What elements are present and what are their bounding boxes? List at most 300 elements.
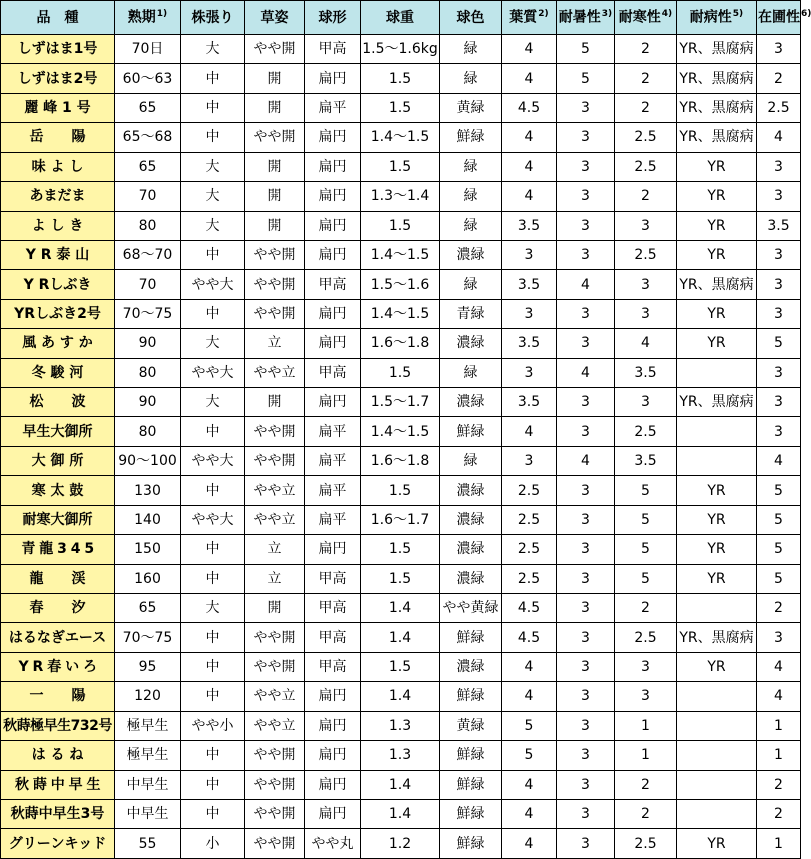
cell-leaf-quality: 4 xyxy=(502,64,557,93)
cell-head-weight: 1.5～1.7 xyxy=(361,388,440,417)
cell-head-shape: 扁円 xyxy=(305,388,361,417)
cell-head-color: 緑 xyxy=(440,446,502,475)
cell-plant-spread: やや小 xyxy=(181,711,245,740)
cell-cold-tolerance: 2.5 xyxy=(615,623,677,652)
column-header-leaf-quality xyxy=(502,1,557,35)
cell-plant-habit: やや開 xyxy=(245,623,305,652)
cell-head-color: 鮮緑 xyxy=(440,741,502,770)
cell-head-color: 緑 xyxy=(440,182,502,211)
cell-head-color: 黄緑 xyxy=(440,93,502,122)
cell-leaf-quality: 4.5 xyxy=(502,623,557,652)
cell-heat-tolerance: 4 xyxy=(557,270,615,299)
table-row xyxy=(1,358,801,387)
cell-disease-resistance xyxy=(677,358,757,387)
cell-leaf-quality: 4 xyxy=(502,182,557,211)
cell-heat-tolerance: 3 xyxy=(557,388,615,417)
table-row xyxy=(1,211,801,240)
cell-leaf-quality: 3 xyxy=(502,446,557,475)
cell-plant-spread: 中 xyxy=(181,682,245,711)
cell-plant-spread: 中 xyxy=(181,799,245,828)
cell-plant-habit: 開 xyxy=(245,182,305,211)
cell-maturity: 70～75 xyxy=(115,299,181,328)
table-row xyxy=(1,182,801,211)
cell-plant-habit: 開 xyxy=(245,64,305,93)
cell-plant-spread: 中 xyxy=(181,93,245,122)
cell-leaf-quality: 4 xyxy=(502,829,557,859)
cell-maturity: 80 xyxy=(115,358,181,387)
cell-field-holding: 1 xyxy=(757,741,801,770)
cell-head-weight: 1.5 xyxy=(361,476,440,505)
cell-leaf-quality: 2.5 xyxy=(502,505,557,534)
cell-field-holding: 5 xyxy=(757,505,801,534)
column-header-head-weight xyxy=(361,1,440,35)
cell-leaf-quality: 2.5 xyxy=(502,476,557,505)
cell-plant-habit: 開 xyxy=(245,388,305,417)
table-row xyxy=(1,446,801,475)
column-header-label: 球重 xyxy=(386,9,414,26)
variety-name-cell: あまだま xyxy=(1,182,115,211)
cell-leaf-quality: 3.5 xyxy=(502,388,557,417)
cell-head-weight: 1.4～1.5 xyxy=(361,417,440,446)
cell-disease-resistance: YR xyxy=(677,476,757,505)
cell-heat-tolerance: 4 xyxy=(557,358,615,387)
cell-heat-tolerance: 3 xyxy=(557,299,615,328)
column-header-label: 球色 xyxy=(456,9,485,26)
cell-cold-tolerance: 2 xyxy=(615,799,677,828)
table-row xyxy=(1,476,801,505)
cell-leaf-quality: 3 xyxy=(502,358,557,387)
cell-disease-resistance xyxy=(677,417,757,446)
header-row xyxy=(1,1,801,35)
cell-plant-habit: 開 xyxy=(245,594,305,623)
cell-heat-tolerance: 3 xyxy=(557,799,615,828)
variety-name-cell: 秋 蒔 中 早 生 xyxy=(1,770,115,799)
cell-field-holding: 5 xyxy=(757,564,801,593)
variety-name-cell: 秋蒔極早生732号 xyxy=(1,711,115,740)
cell-cold-tolerance: 5 xyxy=(615,535,677,564)
cell-plant-spread: 大 xyxy=(181,594,245,623)
cell-maturity: 80 xyxy=(115,417,181,446)
cell-leaf-quality: 4 xyxy=(502,152,557,181)
cell-head-weight: 1.5 xyxy=(361,652,440,681)
cell-plant-spread: 中 xyxy=(181,564,245,593)
cell-plant-spread: 大 xyxy=(181,152,245,181)
cell-head-shape: 甲高 xyxy=(305,594,361,623)
table-body xyxy=(1,35,801,859)
cell-maturity: 150 xyxy=(115,535,181,564)
cell-plant-spread: やや大 xyxy=(181,446,245,475)
cell-head-shape: 扁円 xyxy=(305,535,361,564)
cell-disease-resistance: YR、黒腐病 xyxy=(677,123,757,152)
cell-leaf-quality: 5 xyxy=(502,741,557,770)
cell-heat-tolerance: 3 xyxy=(557,476,615,505)
variety-name-cell: 大 御 所 xyxy=(1,446,115,475)
footnote-marker: 5) xyxy=(732,9,744,20)
cell-field-holding: 3 xyxy=(757,182,801,211)
table-row xyxy=(1,799,801,828)
cell-head-shape: 扁円 xyxy=(305,211,361,240)
cell-leaf-quality: 4.5 xyxy=(502,93,557,122)
cell-field-holding: 5 xyxy=(757,476,801,505)
variety-name-cell: 岳 陽 xyxy=(1,123,115,152)
variety-name-cell: 麗 峰 1 号 xyxy=(1,93,115,122)
cell-heat-tolerance: 3 xyxy=(557,182,615,211)
cell-head-weight: 1.4 xyxy=(361,770,440,799)
cell-maturity: 130 xyxy=(115,476,181,505)
column-header-label: 熟期 xyxy=(127,9,156,26)
cell-heat-tolerance: 3 xyxy=(557,741,615,770)
cell-head-color: 鮮緑 xyxy=(440,829,502,859)
cell-disease-resistance: YR、黒腐病 xyxy=(677,388,757,417)
cell-leaf-quality: 4 xyxy=(502,799,557,828)
cell-heat-tolerance: 3 xyxy=(557,211,615,240)
variety-name-cell: しずはま2号 xyxy=(1,64,115,93)
cell-plant-habit: やや開 xyxy=(245,299,305,328)
column-header-cold-tolerance xyxy=(615,1,677,35)
column-header-label: 株張り xyxy=(191,9,234,26)
footnote-marker: 4) xyxy=(661,9,673,20)
cell-disease-resistance xyxy=(677,682,757,711)
cell-leaf-quality: 4 xyxy=(502,770,557,799)
cell-disease-resistance: YR xyxy=(677,829,757,859)
cell-maturity: 90 xyxy=(115,388,181,417)
cell-plant-habit: やや開 xyxy=(245,652,305,681)
cell-heat-tolerance: 3 xyxy=(557,535,615,564)
cell-leaf-quality: 3.5 xyxy=(502,270,557,299)
cell-maturity: 70 xyxy=(115,182,181,211)
cell-maturity: 65 xyxy=(115,93,181,122)
cell-cold-tolerance: 3.5 xyxy=(615,446,677,475)
cell-plant-spread: やや大 xyxy=(181,358,245,387)
cell-plant-habit: やや開 xyxy=(245,240,305,269)
cell-field-holding: 3 xyxy=(757,299,801,328)
cell-plant-habit: やや開 xyxy=(245,417,305,446)
table-row xyxy=(1,123,801,152)
column-header-label: 草姿 xyxy=(260,9,289,26)
cell-head-color: 緑 xyxy=(440,211,502,240)
cell-plant-habit: やや立 xyxy=(245,505,305,534)
cell-leaf-quality: 4 xyxy=(502,35,557,64)
cell-heat-tolerance: 3 xyxy=(557,623,615,652)
cell-head-shape: 扁円 xyxy=(305,711,361,740)
cell-maturity: 140 xyxy=(115,505,181,534)
column-header-maturity xyxy=(115,1,181,35)
column-header-label: 耐暑性 xyxy=(558,9,601,26)
cell-head-weight: 1.4～1.5 xyxy=(361,299,440,328)
cell-head-shape: 甲高 xyxy=(305,623,361,652)
cell-plant-spread: 中 xyxy=(181,417,245,446)
variety-name-cell: はるなぎエース xyxy=(1,623,115,652)
table-row xyxy=(1,711,801,740)
cell-plant-habit: 開 xyxy=(245,211,305,240)
cell-field-holding: 1 xyxy=(757,829,801,859)
cell-plant-habit: 立 xyxy=(245,329,305,358)
cell-heat-tolerance: 3 xyxy=(557,123,615,152)
cell-field-holding: 3 xyxy=(757,240,801,269)
variety-name-cell: は る ね xyxy=(1,741,115,770)
variety-name-cell: Y R 泰 山 xyxy=(1,240,115,269)
table-row xyxy=(1,535,801,564)
cell-leaf-quality: 2.5 xyxy=(502,564,557,593)
cell-heat-tolerance: 3 xyxy=(557,329,615,358)
cell-cold-tolerance: 2 xyxy=(615,770,677,799)
cell-head-color: 青緑 xyxy=(440,299,502,328)
cell-cold-tolerance: 3 xyxy=(615,388,677,417)
cell-plant-spread: やや大 xyxy=(181,505,245,534)
column-header-disease-resistance xyxy=(677,1,757,35)
cell-cold-tolerance: 3 xyxy=(615,652,677,681)
cell-heat-tolerance: 3 xyxy=(557,417,615,446)
cell-head-weight: 1.3 xyxy=(361,741,440,770)
column-header-head-shape xyxy=(305,1,361,35)
table-row xyxy=(1,652,801,681)
cell-leaf-quality: 3 xyxy=(502,299,557,328)
cell-leaf-quality: 3 xyxy=(502,240,557,269)
cell-plant-spread: 大 xyxy=(181,35,245,64)
cell-cold-tolerance: 4 xyxy=(615,329,677,358)
cell-disease-resistance xyxy=(677,594,757,623)
cell-leaf-quality: 4.5 xyxy=(502,594,557,623)
cell-field-holding: 5 xyxy=(757,329,801,358)
cell-plant-spread: 大 xyxy=(181,388,245,417)
cell-plant-spread: 中 xyxy=(181,476,245,505)
cell-heat-tolerance: 3 xyxy=(557,564,615,593)
cell-head-color: 緑 xyxy=(440,152,502,181)
cell-cold-tolerance: 2 xyxy=(615,182,677,211)
cell-head-weight: 1.5 xyxy=(361,211,440,240)
cell-leaf-quality: 4 xyxy=(502,682,557,711)
cell-head-shape: 扁平 xyxy=(305,417,361,446)
cell-head-weight: 1.6～1.8 xyxy=(361,446,440,475)
cell-plant-spread: 大 xyxy=(181,211,245,240)
cell-head-color: 鮮緑 xyxy=(440,623,502,652)
cell-cold-tolerance: 3 xyxy=(615,682,677,711)
cell-head-color: 黄緑 xyxy=(440,711,502,740)
cell-head-color: 緑 xyxy=(440,358,502,387)
cell-head-weight: 1.5～1.6 xyxy=(361,270,440,299)
column-header-heat-tolerance xyxy=(557,1,615,35)
cell-head-shape: 甲高 xyxy=(305,652,361,681)
cell-disease-resistance: YR xyxy=(677,152,757,181)
table-row xyxy=(1,594,801,623)
cell-maturity: 65 xyxy=(115,594,181,623)
cell-disease-resistance: YR、黒腐病 xyxy=(677,35,757,64)
cell-plant-habit: やや開 xyxy=(245,829,305,859)
cell-maturity: 60～63 xyxy=(115,64,181,93)
table-row xyxy=(1,682,801,711)
cell-field-holding: 2 xyxy=(757,770,801,799)
cell-head-shape: 扁円 xyxy=(305,741,361,770)
cell-head-shape: やや丸 xyxy=(305,829,361,859)
cell-field-holding: 3 xyxy=(757,35,801,64)
cell-head-shape: 扁円 xyxy=(305,123,361,152)
cell-head-color: 濃緑 xyxy=(440,388,502,417)
cell-head-weight: 1.5～1.6kg xyxy=(361,35,440,64)
cell-head-shape: 甲高 xyxy=(305,358,361,387)
cell-head-color: 鮮緑 xyxy=(440,682,502,711)
table-row xyxy=(1,35,801,64)
cell-head-color: 鮮緑 xyxy=(440,799,502,828)
cell-plant-habit: やや立 xyxy=(245,711,305,740)
cell-leaf-quality: 5 xyxy=(502,711,557,740)
cell-heat-tolerance: 5 xyxy=(557,64,615,93)
cell-disease-resistance: YR xyxy=(677,240,757,269)
footnote-marker: 6) xyxy=(801,9,811,20)
variety-name-cell: 松 波 xyxy=(1,388,115,417)
cell-head-weight: 1.4 xyxy=(361,623,440,652)
column-header-label: 品 種 xyxy=(36,9,79,26)
table-row xyxy=(1,299,801,328)
cell-disease-resistance: YR xyxy=(677,299,757,328)
cell-head-color: 鮮緑 xyxy=(440,770,502,799)
cell-field-holding: 2 xyxy=(757,594,801,623)
table-row xyxy=(1,417,801,446)
table-row xyxy=(1,240,801,269)
cell-maturity: 70 xyxy=(115,270,181,299)
cell-field-holding: 3 xyxy=(757,152,801,181)
cell-plant-spread: 中 xyxy=(181,535,245,564)
cell-maturity: 120 xyxy=(115,682,181,711)
cell-disease-resistance xyxy=(677,741,757,770)
cell-plant-habit: やや開 xyxy=(245,270,305,299)
cell-plant-spread: 中 xyxy=(181,623,245,652)
column-header-label: 耐病性 xyxy=(689,9,732,26)
cell-field-holding: 3 xyxy=(757,623,801,652)
cell-maturity: 70日 xyxy=(115,35,181,64)
column-header-label: 球形 xyxy=(318,9,347,26)
cell-head-color: 緑 xyxy=(440,35,502,64)
cell-heat-tolerance: 3 xyxy=(557,152,615,181)
cell-cold-tolerance: 2 xyxy=(615,594,677,623)
column-header-label: 葉質 xyxy=(509,9,538,26)
variety-name-cell: 秋蒔中早生3号 xyxy=(1,799,115,828)
table-header xyxy=(1,1,811,35)
table-row xyxy=(1,741,801,770)
variety-name-cell: しずはま1号 xyxy=(1,35,115,64)
cell-plant-spread: 中 xyxy=(181,741,245,770)
cell-heat-tolerance: 3 xyxy=(557,240,615,269)
cell-leaf-quality: 4 xyxy=(502,652,557,681)
cell-plant-habit: やや開 xyxy=(245,770,305,799)
variety-name-cell: 味 よ し xyxy=(1,152,115,181)
cell-heat-tolerance: 3 xyxy=(557,93,615,122)
cell-plant-spread: 中 xyxy=(181,770,245,799)
cell-leaf-quality: 3.5 xyxy=(502,211,557,240)
cell-head-color: 濃緑 xyxy=(440,329,502,358)
cell-cold-tolerance: 1 xyxy=(615,711,677,740)
cell-field-holding: 5 xyxy=(757,535,801,564)
cell-plant-habit: やや開 xyxy=(245,741,305,770)
cell-cold-tolerance: 5 xyxy=(615,476,677,505)
cell-maturity: 160 xyxy=(115,564,181,593)
column-header-label: 耐寒性 xyxy=(618,9,661,26)
cell-maturity: 95 xyxy=(115,652,181,681)
table-row xyxy=(1,564,801,593)
footnote-marker: 1) xyxy=(156,9,168,20)
cell-plant-habit: 立 xyxy=(245,535,305,564)
column-header-head-color xyxy=(440,1,502,35)
cell-disease-resistance xyxy=(677,711,757,740)
cell-head-weight: 1.3 xyxy=(361,711,440,740)
cell-head-weight: 1.4 xyxy=(361,799,440,828)
cell-head-weight: 1.4 xyxy=(361,682,440,711)
cell-head-shape: 扁円 xyxy=(305,329,361,358)
variety-name-cell: Y R 春 い ろ xyxy=(1,652,115,681)
cell-field-holding: 2 xyxy=(757,799,801,828)
cell-maturity: 80 xyxy=(115,211,181,240)
cell-head-shape: 扁円 xyxy=(305,799,361,828)
variety-name-cell: 春 汐 xyxy=(1,594,115,623)
table-row xyxy=(1,152,801,181)
cell-cold-tolerance: 2 xyxy=(615,93,677,122)
cell-field-holding: 4 xyxy=(757,682,801,711)
cell-disease-resistance: YR xyxy=(677,564,757,593)
cell-head-color: 濃緑 xyxy=(440,652,502,681)
cell-maturity: 中早生 xyxy=(115,770,181,799)
column-header-plant-spread xyxy=(181,1,245,35)
cell-cold-tolerance: 2.5 xyxy=(615,417,677,446)
cell-head-weight: 1.5 xyxy=(361,93,440,122)
cell-field-holding: 4 xyxy=(757,652,801,681)
cell-head-color: 緑 xyxy=(440,270,502,299)
cell-head-shape: 甲高 xyxy=(305,564,361,593)
cell-maturity: 65～68 xyxy=(115,123,181,152)
footnote-marker: 2) xyxy=(538,9,549,20)
cell-field-holding: 3 xyxy=(757,358,801,387)
cell-head-shape: 甲高 xyxy=(305,35,361,64)
cell-heat-tolerance: 3 xyxy=(557,505,615,534)
cell-cold-tolerance: 3 xyxy=(615,299,677,328)
cell-cold-tolerance: 3 xyxy=(615,270,677,299)
cell-disease-resistance: YR xyxy=(677,505,757,534)
cell-plant-spread: 中 xyxy=(181,123,245,152)
cell-head-color: 濃緑 xyxy=(440,535,502,564)
cell-head-color: 鮮緑 xyxy=(440,417,502,446)
cell-disease-resistance: YR、黒腐病 xyxy=(677,623,757,652)
cell-head-weight: 1.5 xyxy=(361,64,440,93)
cell-cold-tolerance: 5 xyxy=(615,505,677,534)
table-row xyxy=(1,829,801,859)
cell-plant-habit: やや開 xyxy=(245,123,305,152)
cell-disease-resistance: YR、黒腐病 xyxy=(677,93,757,122)
cell-cold-tolerance: 3 xyxy=(615,211,677,240)
cell-head-shape: 扁平 xyxy=(305,446,361,475)
cell-leaf-quality: 4 xyxy=(502,417,557,446)
cell-maturity: 55 xyxy=(115,829,181,859)
cell-maturity: 68～70 xyxy=(115,240,181,269)
table-row xyxy=(1,64,801,93)
cell-head-shape: 扁平 xyxy=(305,505,361,534)
cell-maturity: 90～100 xyxy=(115,446,181,475)
cell-head-color: 緑 xyxy=(440,64,502,93)
cell-disease-resistance: YR xyxy=(677,182,757,211)
cell-plant-spread: 大 xyxy=(181,182,245,211)
cell-field-holding: 3 xyxy=(757,417,801,446)
cell-head-color: 濃緑 xyxy=(440,476,502,505)
cell-head-shape: 扁円 xyxy=(305,770,361,799)
cell-head-color: 濃緑 xyxy=(440,564,502,593)
cell-maturity: 中早生 xyxy=(115,799,181,828)
cell-head-weight: 1.2 xyxy=(361,829,440,859)
cell-heat-tolerance: 3 xyxy=(557,711,615,740)
cell-heat-tolerance: 3 xyxy=(557,594,615,623)
cell-plant-habit: やや立 xyxy=(245,682,305,711)
cell-plant-habit: やや開 xyxy=(245,799,305,828)
cell-plant-spread: 中 xyxy=(181,240,245,269)
cell-field-holding: 3 xyxy=(757,388,801,417)
column-header-label: 在圃性 xyxy=(758,9,800,26)
cell-plant-spread: 中 xyxy=(181,64,245,93)
